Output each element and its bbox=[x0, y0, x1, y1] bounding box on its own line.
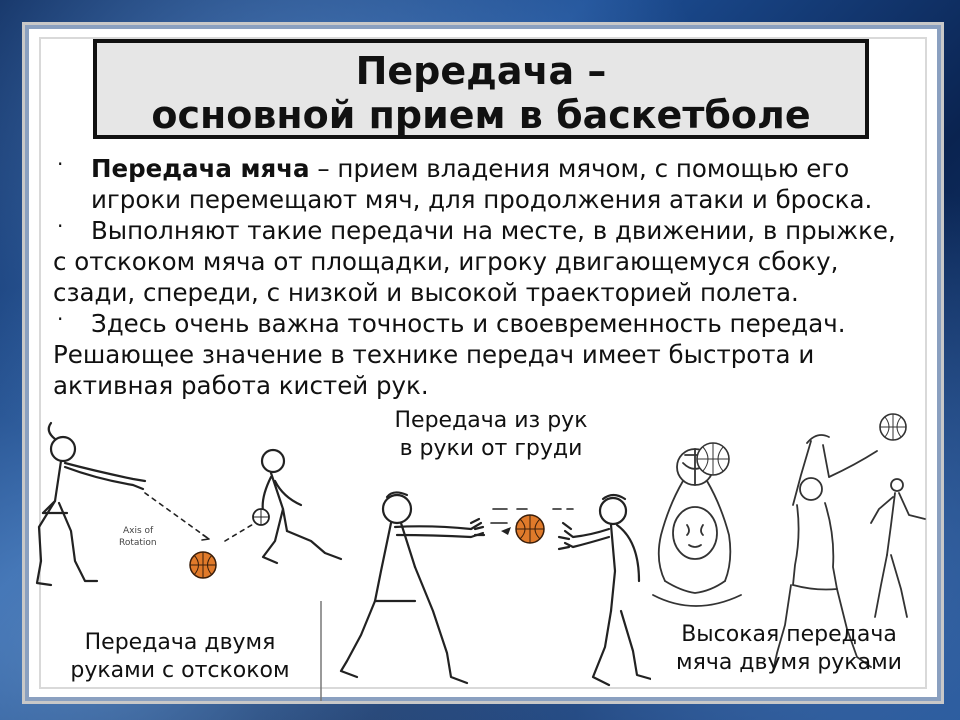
ball-icon bbox=[253, 509, 269, 525]
diagram-label-axis: Axis of bbox=[123, 526, 154, 536]
bullet: · bbox=[57, 307, 64, 331]
caption-chest-line-2: в руки от груди bbox=[399, 436, 583, 461]
caption-chest-line-1: Передача из рук bbox=[394, 408, 588, 433]
arrow-icon bbox=[501, 527, 511, 535]
diagram-label-rotation: Rotation bbox=[119, 538, 157, 548]
bullet: · bbox=[57, 214, 64, 238]
slide bbox=[22, 22, 944, 704]
paragraph-2 bbox=[53, 215, 933, 308]
ball-icon bbox=[697, 443, 729, 475]
paragraph-3-text-1: Здесь очень важна точность и своевременность передач. bbox=[91, 309, 846, 338]
paragraph-2-text-1: Выполняют такие передачи на месте, в движении, в прыжке, bbox=[91, 216, 896, 245]
ball-icon bbox=[190, 552, 216, 578]
caption-overhead-line-1: Высокая передача bbox=[681, 622, 897, 647]
paragraph-1-text-1: – прием владения мячом, с помощью его bbox=[309, 154, 850, 183]
figure-chest-pass bbox=[321, 401, 651, 701]
paragraph-3-text-2: Решающее значение в технике передач имеет быстрота и bbox=[53, 340, 815, 369]
title-box bbox=[93, 39, 869, 139]
bullet: · bbox=[57, 152, 64, 176]
caption-overhead-pass bbox=[649, 621, 929, 677]
paragraph-3-text-3: активная работа кистей рук. bbox=[53, 371, 429, 400]
ball-icon bbox=[516, 515, 544, 543]
figure-bounce-pass bbox=[25, 401, 355, 701]
paragraph-1-text-2: игроки перемещают мяч, для продолжения атаки и броска. bbox=[91, 185, 873, 214]
title-line-2: основной прием в баскетболе bbox=[151, 93, 811, 137]
caption-bounce-pass bbox=[55, 629, 305, 685]
paragraph-2-text-2: с отскоком мяча от площадки, игроку двигающемуся сбоку, bbox=[53, 247, 839, 276]
paragraph-2-text-3: сзади, спереди, с низкой и высокой траекторией полета. bbox=[53, 278, 799, 307]
caption-bounce-line-2: руками с отскоком bbox=[70, 658, 290, 683]
ball-icon bbox=[880, 414, 906, 440]
figure-overhead-pass bbox=[625, 385, 941, 701]
caption-overhead-line-2: мяча двумя руками bbox=[676, 650, 902, 675]
paragraph-1 bbox=[53, 153, 933, 215]
caption-bounce-line-1: Передача двумя bbox=[84, 630, 276, 655]
term-pass: Передача мяча bbox=[91, 154, 310, 183]
chest-pass-illustration bbox=[321, 401, 651, 701]
title-line-1: Передача – bbox=[355, 49, 607, 93]
body-text bbox=[53, 153, 933, 401]
